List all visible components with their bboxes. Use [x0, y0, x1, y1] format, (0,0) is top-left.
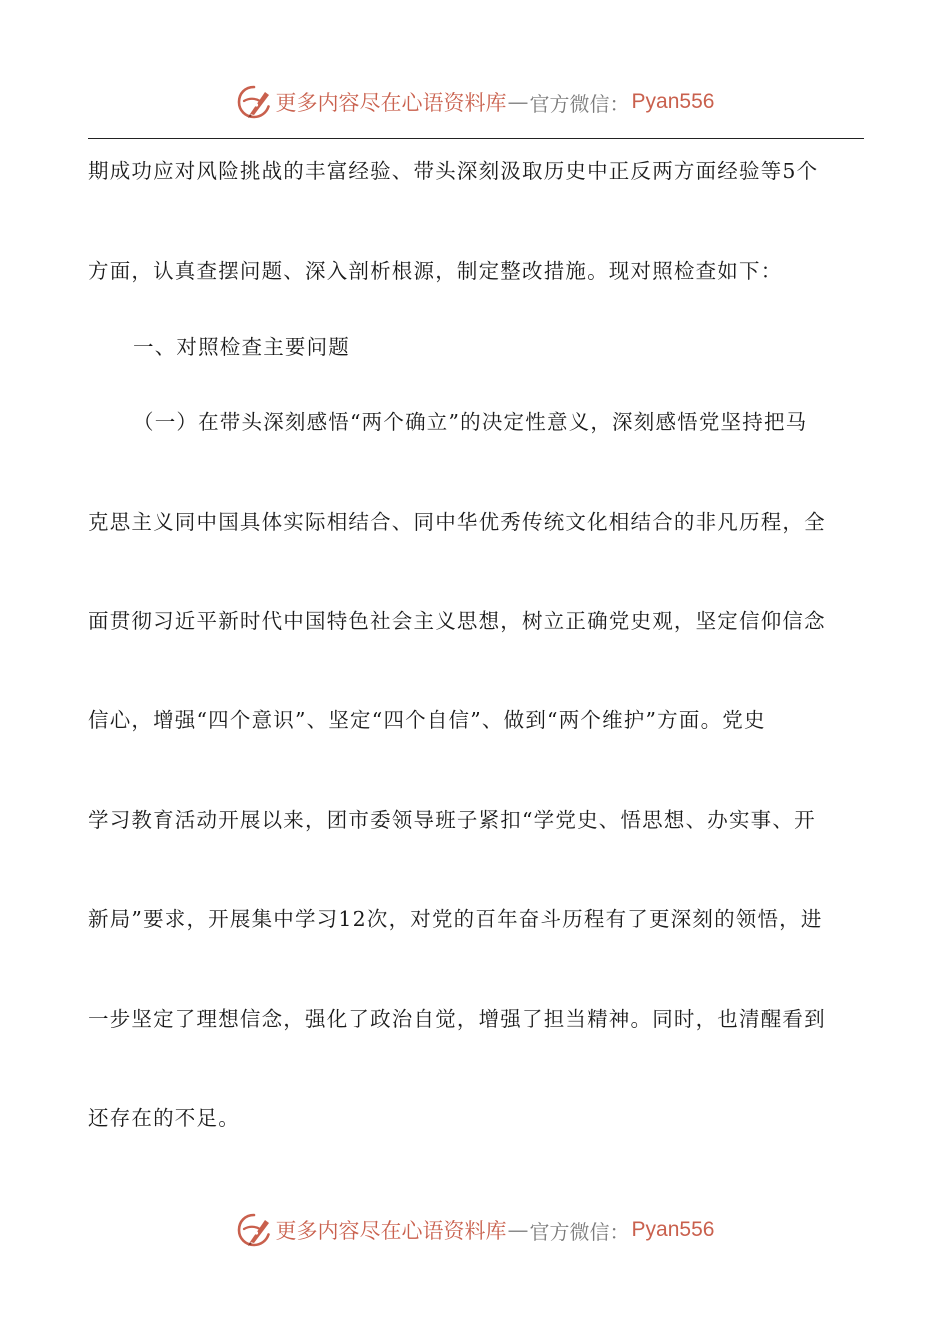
- body-line: （一）在带头深刻感悟“两个确立”的决定性意义，深刻感悟党坚持把马: [133, 410, 808, 434]
- body-line: 方面，认真查摆问题、深入剖析根源，制定整改措施。现对照检查如下：: [88, 259, 783, 283]
- header-divider: [88, 138, 864, 139]
- header-banner-wechat-label: 官方微信：: [529, 91, 630, 116]
- body-line: 还存在的不足。: [88, 1106, 240, 1130]
- footer-banner-title: 更多内容尽在心语资料库: [275, 1219, 507, 1243]
- footer-banner-content: [236, 1212, 715, 1248]
- footer-banner: [0, 1208, 950, 1252]
- footer-banner-wechat-id: Pyan556: [631, 1218, 715, 1241]
- body-line: 学习教育活动开展以来，团市委领导班子紧扣“学党史、悟思想、办实事、开: [88, 808, 816, 832]
- body-line: 一步坚定了理想信念，强化了政治自觉，增强了担当精神。同时，也清醒看到: [88, 1007, 826, 1031]
- body-line: 新局”要求，开展集中学习12次，对党的百年奋斗历程有了更深刻的领悟，进: [88, 907, 823, 931]
- body-line: 信心，增强“四个意识”、坚定“四个自信”、做到“两个维护”方面。党史: [88, 708, 766, 732]
- footer-banner-wechat-label: 官方微信：: [529, 1219, 630, 1244]
- section-heading: 一、对照检查主要问题: [133, 335, 350, 359]
- pen-logo-icon: [236, 1212, 272, 1248]
- header-banner-content: [236, 84, 715, 120]
- pen-logo-icon: [236, 84, 272, 120]
- body-line: 期成功应对风险挑战的丰富经验、带头深刻汲取历史中正反两方面经验等5个: [88, 159, 819, 183]
- header-banner: [0, 80, 950, 124]
- header-banner-wechat-id: Pyan556: [631, 90, 715, 113]
- header-banner-title: 更多内容尽在心语资料库: [275, 91, 507, 115]
- footer-banner-dash: —: [507, 1218, 529, 1242]
- body-line: 克思主义同中国具体实际相结合、同中华优秀传统文化相结合的非凡历程，全: [88, 510, 826, 534]
- header-banner-dash: —: [507, 90, 529, 114]
- body-line: 面贯彻习近平新时代中国特色社会主义思想，树立正确党史观，坚定信仰信念: [88, 609, 826, 633]
